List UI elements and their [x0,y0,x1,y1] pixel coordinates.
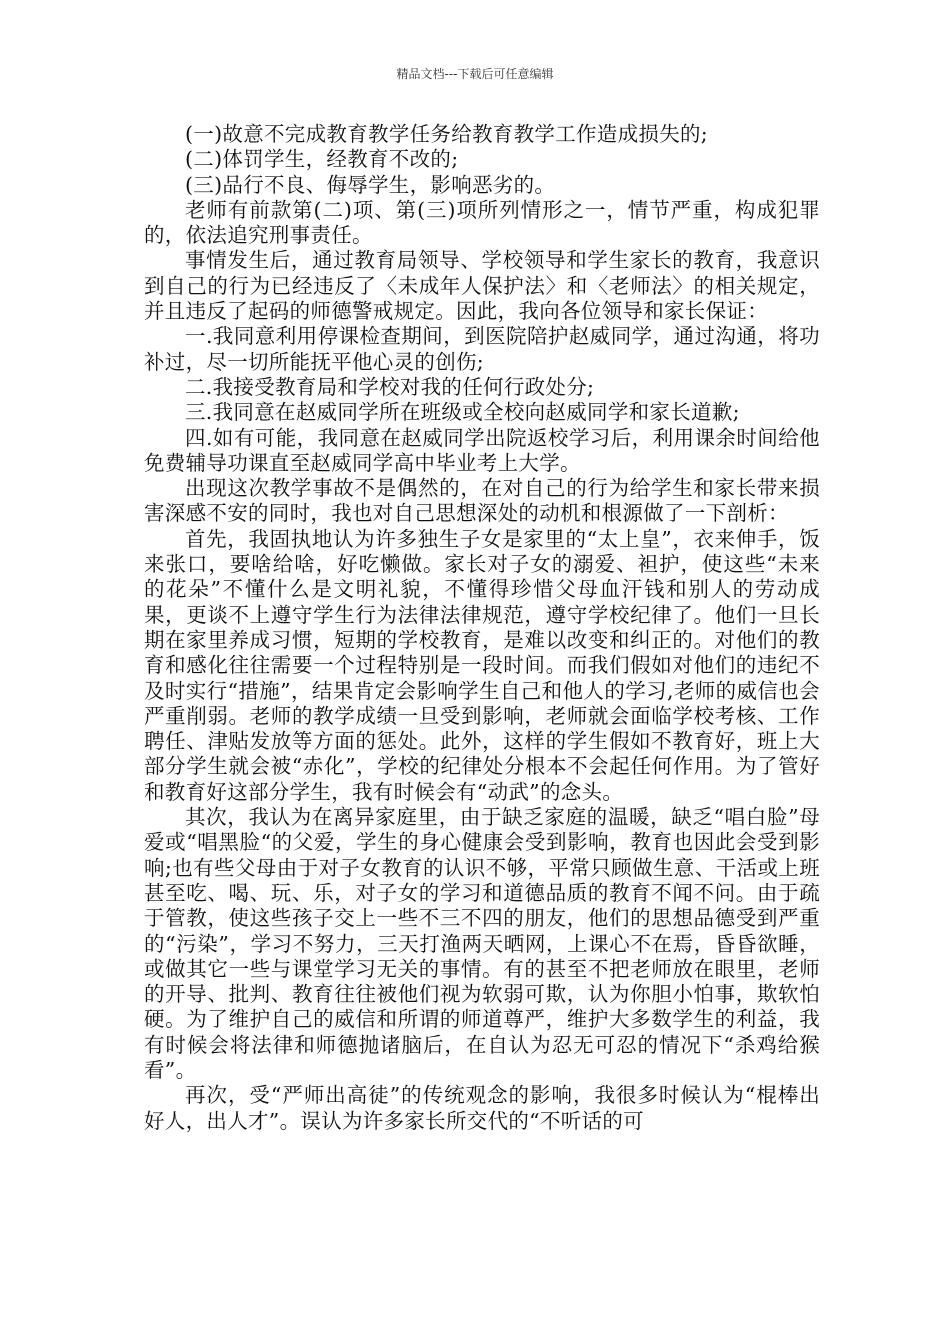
paragraph: 事情发生后，通过教育局领导、学校领导和学生家长的教育，我意识到自己的行为已经违反了〈未成年人保护法〉和〈老师法〉的相关规定，并且违反了起码的师德警戒规定。因此，我向各位领导和家长保证： [144,248,820,324]
paragraph: 再次，受“严师出高徒”的传统观念的影响，我很多时候认为“棍棒出好人，出人才”。误认为许多家长所交代的“不听话的可 [144,1083,820,1133]
paragraph: (三)品行不良、侮辱学生，影响恶劣的。 [185,172,556,197]
document-body [144,122,820,1134]
paragraph: 其次，我认为在离异家庭里，由于缺乏家庭的温暖，缺乏“唱白脸”母爱或“唱黑脸“的父爱，学生的身心健康会受到影响，教育也因此会受到影响;也有些父母由于对子女教育的认识不够，平常只顾做生意、干活或上班甚至吃、喝、玩、乐，对子女的学习和道德品质的教育不闻不问。由于疏于管教，使这些孩子交上一些不三不四的朋友，他们的思想品德受到严重的“污染”，学习不努力，三天打渔两天晒网，上课心不在焉，昏昏欲睡，或做其它一些与课堂学习无关的事情。有的甚至不把老师放在眼里，老师的开导、批判、教育往往被他们视为软弱可欺，认为你胆小怕事，欺软怕硬。为了维护自己的威信和所谓的师道尊严，维护大多数学生的利益，我有时候会将法律和师德抛诸脑后，在自认为忍无可忍的情况下“杀鸡给猴看”。 [144,805,820,1082]
paragraph: 四.如有可能，我同意在赵威同学出院返校学习后，利用课余时间给他免费辅导功课直至赵威同学高中毕业考上大学。 [144,425,820,475]
paragraph: 一.我同意利用停课检查期间，到医院陪护赵威同学，通过沟通，将功补过，尽一切所能抚平他心灵的创伤; [144,324,820,374]
paragraph: (二)体罚学生，经教育不改的; [185,147,459,172]
paragraph: (一)故意不完成教育教学任务给教育教学工作造成损失的; [185,122,709,146]
page-header: 精品文档---下载后可任意编辑 [396,67,554,81]
paragraph: 首先，我固执地认为许多独生子女是家里的“太上皇”，衣来伸手，饭来张口，要啥给啥，好吃懒做。家长对子女的溺爱、袒护，使这些“未来的花朵”不懂什么是文明礼貌，不懂得珍惜父母血汗钱和别人的劳动成果，更谈不上遵守学生行为法律法律规范，遵守学校纪律了。他们一旦长期在家里养成习惯，短期的学校教育，是难以改变和纠正的。对他们的教育和感化往往需要一个过程特别是一段时间。而我们假如对他们的违纪不及时实行“措施”，结果肯定会影响学生自己和他人的学习,老师的威信也会严重削弱。老师的教学成绩一旦受到影响，老师就会面临学校考核、工作聘任、津贴发放等方面的惩处。此外，这样的学生假如不教育好，班上大部分学生就会被“赤化”，学校的纪律处分根本不会起任何作用。为了管好和教育好这部分学生，我有时候会有“动武”的念头。 [144,526,820,804]
paragraph: 老师有前款第(二)项、第(三)项所列情形之一，情节严重，构成犯罪的，依法追究刑事责任。 [144,197,820,248]
paragraph: 二.我接受教育局和学校对我的任何行政处分; [185,374,595,399]
paragraph: 出现这次教学事故不是偶然的，在对自己的行为给学生和家长带来损害深感不安的同时，我也对自己思想深处的动机和根源做了一下剖析： [144,476,820,526]
paragraph: 三.我同意在赵威同学所在班级或全校向赵威同学和家长道歉; [185,400,740,425]
